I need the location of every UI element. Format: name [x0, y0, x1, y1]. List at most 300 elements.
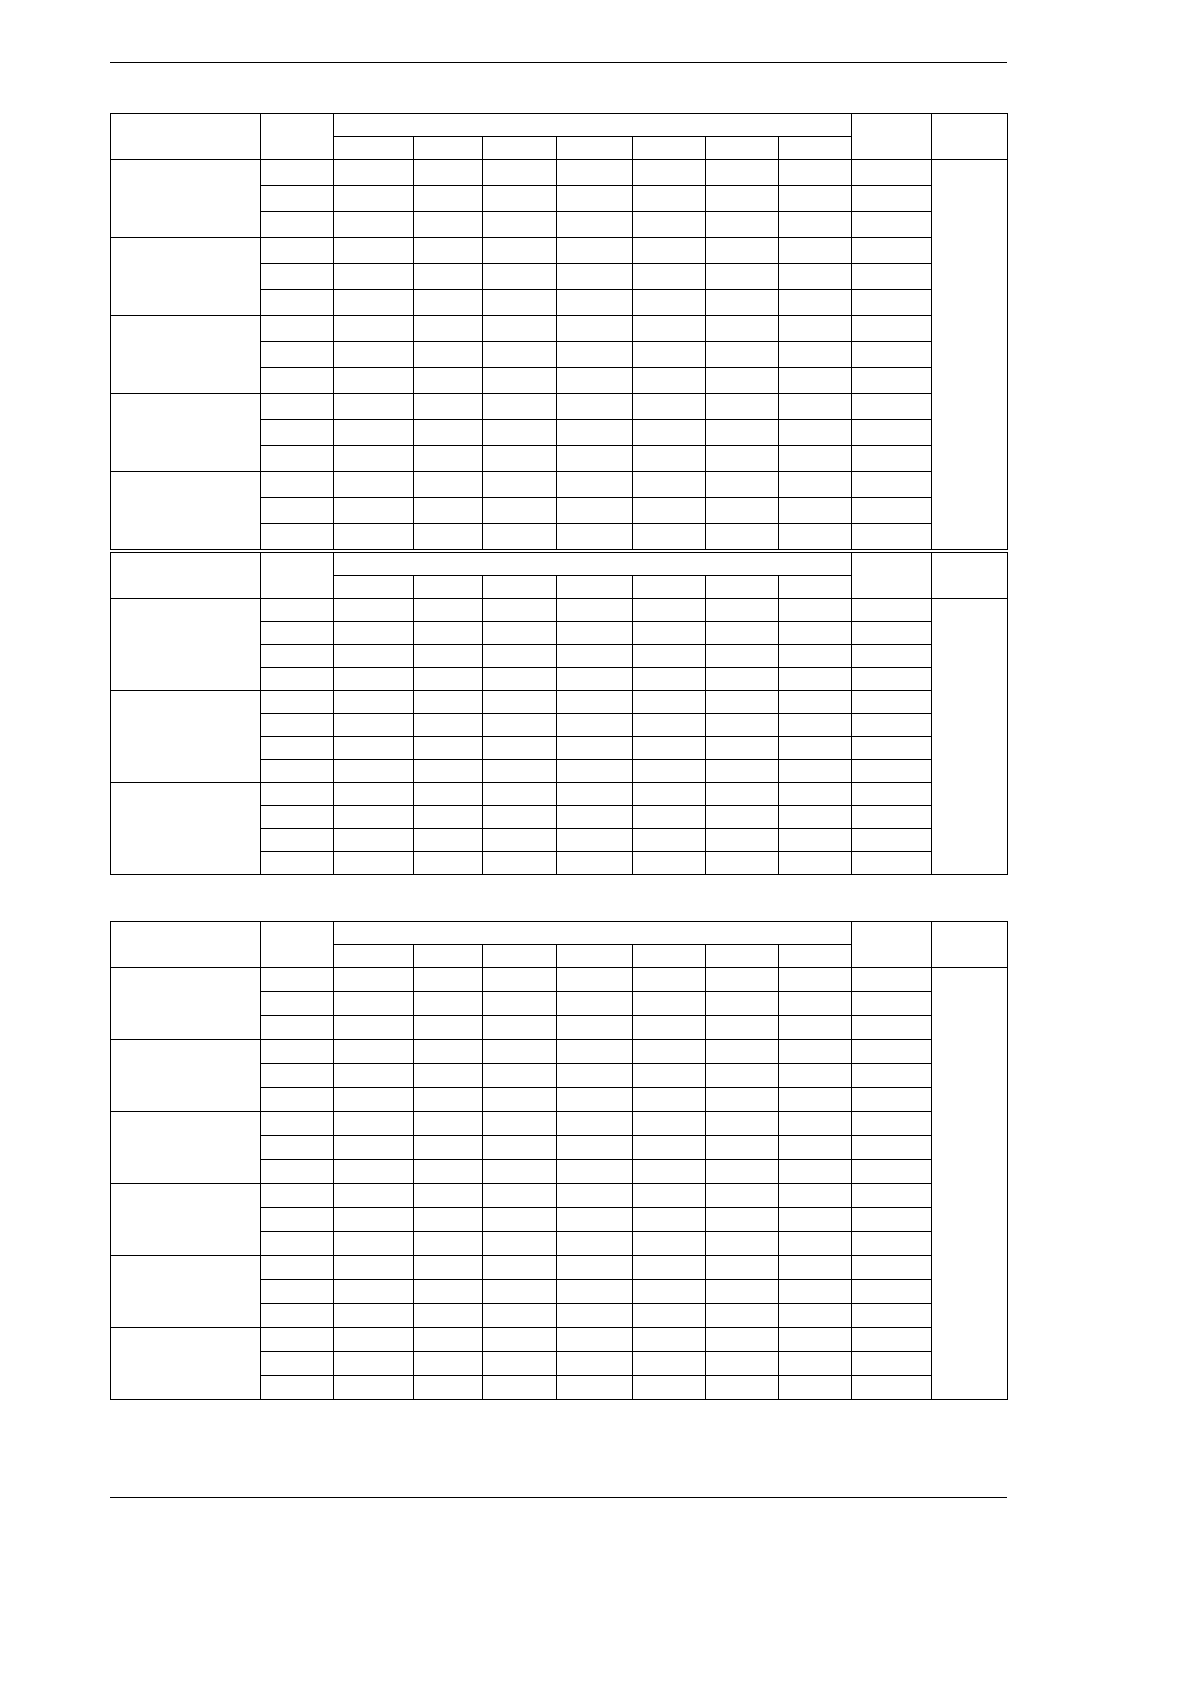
cell [414, 852, 483, 875]
cell [779, 968, 852, 992]
cell [633, 1160, 706, 1184]
cell [633, 186, 706, 212]
cell [414, 1352, 483, 1376]
cell [852, 829, 932, 852]
cell [706, 1112, 779, 1136]
cell [557, 691, 633, 714]
cell [414, 524, 483, 550]
cell [779, 498, 852, 524]
table-1-header-sub-4 [633, 137, 706, 160]
table-3 [110, 921, 1008, 1400]
cell [706, 264, 779, 290]
cell [852, 316, 932, 342]
cell [852, 1352, 932, 1376]
cell [633, 714, 706, 737]
table-row [111, 1040, 1008, 1064]
cell [261, 368, 334, 394]
cell [483, 668, 557, 691]
table-3-group-label-3 [111, 1184, 261, 1256]
cell [261, 1304, 334, 1328]
cell [706, 668, 779, 691]
cell [414, 238, 483, 264]
table-1-header-sub-3 [557, 137, 633, 160]
cell [633, 1208, 706, 1232]
cell [334, 472, 414, 498]
cell [633, 1136, 706, 1160]
cell [557, 394, 633, 420]
cell [706, 368, 779, 394]
cell [414, 290, 483, 316]
cell [706, 498, 779, 524]
cell [852, 622, 932, 645]
cell [852, 342, 932, 368]
cell [483, 737, 557, 760]
cell [261, 668, 334, 691]
cell [779, 1064, 852, 1088]
cell [483, 968, 557, 992]
cell [334, 1184, 414, 1208]
cell [852, 1088, 932, 1112]
cell [414, 1232, 483, 1256]
cell [633, 472, 706, 498]
cell [779, 1112, 852, 1136]
cell [779, 1376, 852, 1400]
cell [779, 1328, 852, 1352]
cell [779, 1280, 852, 1304]
cell [414, 806, 483, 829]
cell [261, 1352, 334, 1376]
cell [779, 760, 852, 783]
cell [706, 394, 779, 420]
table-1-header-corner [111, 114, 261, 160]
cell [483, 1232, 557, 1256]
cell [334, 645, 414, 668]
cell [483, 186, 557, 212]
table-2-wrapper [110, 552, 1007, 875]
table-1-header-tail-0 [852, 114, 932, 160]
cell [706, 420, 779, 446]
cell [334, 691, 414, 714]
cell [557, 968, 633, 992]
cell [334, 1136, 414, 1160]
cell [334, 290, 414, 316]
cell [633, 1232, 706, 1256]
table-1-header-span [334, 114, 852, 137]
cell [483, 446, 557, 472]
cell [414, 737, 483, 760]
cell [483, 760, 557, 783]
cell [557, 316, 633, 342]
cell [261, 186, 334, 212]
cell [557, 212, 633, 238]
table-row [111, 1184, 1008, 1208]
cell [414, 599, 483, 622]
cell [261, 1136, 334, 1160]
table-3-group-label-2 [111, 1112, 261, 1184]
cell [633, 1256, 706, 1280]
cell [414, 760, 483, 783]
cell [779, 238, 852, 264]
cell [852, 186, 932, 212]
cell [483, 264, 557, 290]
table-row [111, 238, 1008, 264]
cell [633, 760, 706, 783]
cell [483, 342, 557, 368]
cell [557, 1040, 633, 1064]
table-3-header-row-1 [111, 922, 1008, 945]
cell [633, 290, 706, 316]
cell [261, 1064, 334, 1088]
cell [334, 622, 414, 645]
cell [706, 1160, 779, 1184]
table-2-group-label-0 [111, 599, 261, 691]
cell [261, 1040, 334, 1064]
cell [334, 829, 414, 852]
cell [852, 992, 932, 1016]
cell [706, 622, 779, 645]
cell [852, 446, 932, 472]
cell [334, 1232, 414, 1256]
cell [261, 212, 334, 238]
cell [334, 1256, 414, 1280]
cell [779, 342, 852, 368]
cell [334, 212, 414, 238]
cell [261, 737, 334, 760]
cell [261, 160, 334, 186]
cell [852, 1232, 932, 1256]
cell [633, 1328, 706, 1352]
cell [779, 1088, 852, 1112]
cell [852, 1376, 932, 1400]
cell [261, 599, 334, 622]
cell [633, 783, 706, 806]
cell [557, 1256, 633, 1280]
cell [779, 1352, 852, 1376]
cell [334, 394, 414, 420]
cell [334, 1280, 414, 1304]
cell [261, 238, 334, 264]
cell [557, 992, 633, 1016]
cell [414, 186, 483, 212]
cell [706, 760, 779, 783]
cell [261, 1184, 334, 1208]
cell [261, 446, 334, 472]
table-2-header-sub-3 [557, 576, 633, 599]
cell [706, 1376, 779, 1400]
cell [557, 622, 633, 645]
cell [334, 186, 414, 212]
cell [779, 668, 852, 691]
cell [414, 714, 483, 737]
table-3-header-tail-0 [852, 922, 932, 968]
cell [633, 1184, 706, 1208]
cell [414, 783, 483, 806]
cell [483, 1160, 557, 1184]
cell [852, 1184, 932, 1208]
cell [414, 394, 483, 420]
cell [557, 472, 633, 498]
header-rule [110, 62, 1007, 63]
cell [706, 524, 779, 550]
cell [779, 1040, 852, 1064]
cell [261, 806, 334, 829]
cell [483, 1280, 557, 1304]
cell [414, 1136, 483, 1160]
cell [557, 1064, 633, 1088]
table-1-group-label-0 [111, 160, 261, 238]
cell [852, 645, 932, 668]
cell [557, 524, 633, 550]
cell [557, 1112, 633, 1136]
cell [706, 1016, 779, 1040]
cell [334, 992, 414, 1016]
cell [483, 806, 557, 829]
cell [633, 1304, 706, 1328]
table-row [111, 472, 1008, 498]
cell [557, 852, 633, 875]
cell [557, 160, 633, 186]
cell [483, 1112, 557, 1136]
cell [706, 1064, 779, 1088]
cell [483, 1328, 557, 1352]
cell [633, 446, 706, 472]
cell [557, 1184, 633, 1208]
footer-rule [110, 1497, 1007, 1498]
cell [779, 316, 852, 342]
table-3-header-tail-1 [932, 922, 1008, 968]
cell [261, 1160, 334, 1184]
cell [706, 316, 779, 342]
cell [557, 342, 633, 368]
cell [779, 622, 852, 645]
cell [779, 1184, 852, 1208]
cell [414, 342, 483, 368]
cell [483, 1136, 557, 1160]
cell [261, 290, 334, 316]
cell [633, 829, 706, 852]
cell [334, 1088, 414, 1112]
cell [483, 1184, 557, 1208]
table-2-header-sub-5 [706, 576, 779, 599]
table-3-header-sub-6 [779, 945, 852, 968]
cell [633, 599, 706, 622]
cell [261, 1328, 334, 1352]
table-3-wrapper [110, 921, 1007, 1400]
cell [557, 1352, 633, 1376]
cell [633, 968, 706, 992]
cell [852, 420, 932, 446]
cell [334, 316, 414, 342]
cell [261, 645, 334, 668]
table-row [111, 599, 1008, 622]
cell [852, 714, 932, 737]
cell [706, 968, 779, 992]
cell [261, 760, 334, 783]
cell [633, 1280, 706, 1304]
cell [414, 645, 483, 668]
cell [633, 737, 706, 760]
cell [779, 264, 852, 290]
cell [261, 472, 334, 498]
cell [334, 852, 414, 875]
cell [334, 160, 414, 186]
cell [483, 691, 557, 714]
table-2-header-sub-6 [779, 576, 852, 599]
cell [779, 1304, 852, 1328]
cell [557, 1160, 633, 1184]
cell [633, 852, 706, 875]
cell [261, 264, 334, 290]
cell [414, 1040, 483, 1064]
table-2-header-sub-0 [334, 576, 414, 599]
table-1-header-unit [261, 114, 334, 160]
cell [779, 446, 852, 472]
cell [852, 760, 932, 783]
cell [557, 668, 633, 691]
cell [633, 160, 706, 186]
cell [633, 645, 706, 668]
cell [334, 524, 414, 550]
cell [414, 1112, 483, 1136]
table-3-header-sub-1 [414, 945, 483, 968]
cell [852, 691, 932, 714]
cell [334, 1016, 414, 1040]
cell [557, 645, 633, 668]
cell [334, 599, 414, 622]
cell [706, 446, 779, 472]
table-2-header-sub-4 [633, 576, 706, 599]
cell [706, 992, 779, 1016]
cell [557, 1304, 633, 1328]
cell [706, 714, 779, 737]
cell [557, 783, 633, 806]
cell [261, 852, 334, 875]
cell [633, 264, 706, 290]
cell [414, 420, 483, 446]
cell [557, 737, 633, 760]
table-row [111, 968, 1008, 992]
cell [852, 737, 932, 760]
cell [261, 1112, 334, 1136]
cell [414, 1304, 483, 1328]
cell [779, 737, 852, 760]
cell [633, 368, 706, 394]
cell [483, 1208, 557, 1232]
cell [852, 394, 932, 420]
cell [852, 1208, 932, 1232]
cell [334, 1352, 414, 1376]
cell [779, 1136, 852, 1160]
cell [261, 691, 334, 714]
cell [414, 316, 483, 342]
cell [334, 806, 414, 829]
cell [261, 1280, 334, 1304]
cell [706, 1088, 779, 1112]
cell [779, 186, 852, 212]
cell [557, 1016, 633, 1040]
cell [633, 342, 706, 368]
cell [483, 599, 557, 622]
cell [261, 829, 334, 852]
table-3-header-sub-3 [557, 945, 633, 968]
cell [852, 212, 932, 238]
cell [414, 829, 483, 852]
cell [633, 806, 706, 829]
cell [633, 212, 706, 238]
cell [557, 368, 633, 394]
cell [557, 498, 633, 524]
table-2-group-label-2 [111, 783, 261, 875]
cell [483, 1016, 557, 1040]
cell [706, 737, 779, 760]
cell [852, 1112, 932, 1136]
cell [414, 622, 483, 645]
table-3-header-span [334, 922, 852, 945]
cell [334, 968, 414, 992]
cell [414, 498, 483, 524]
cell [706, 829, 779, 852]
cell [261, 1256, 334, 1280]
cell [779, 1208, 852, 1232]
cell [706, 1136, 779, 1160]
table-1-header-row-1 [111, 114, 1008, 137]
cell [483, 1256, 557, 1280]
cell [633, 394, 706, 420]
cell [483, 714, 557, 737]
cell [414, 1064, 483, 1088]
cell [414, 691, 483, 714]
cell [483, 524, 557, 550]
table-1-header-sub-6 [779, 137, 852, 160]
table-3-header-sub-4 [633, 945, 706, 968]
table-row [111, 394, 1008, 420]
cell [633, 668, 706, 691]
table-row [111, 316, 1008, 342]
cell [633, 1352, 706, 1376]
cell [261, 420, 334, 446]
cell [779, 806, 852, 829]
cell [483, 498, 557, 524]
table-2-header-span [334, 553, 852, 576]
cell [852, 1040, 932, 1064]
cell [779, 290, 852, 316]
cell [414, 668, 483, 691]
cell [483, 1352, 557, 1376]
cell [261, 394, 334, 420]
cell [261, 1016, 334, 1040]
cell [852, 368, 932, 394]
cell [779, 783, 852, 806]
table-1-wrapper [110, 113, 1007, 550]
cell [557, 806, 633, 829]
cell [261, 622, 334, 645]
cell [261, 1376, 334, 1400]
cell [414, 1328, 483, 1352]
cell [334, 446, 414, 472]
cell [483, 368, 557, 394]
cell [779, 1256, 852, 1280]
cell [483, 472, 557, 498]
cell [483, 1088, 557, 1112]
cell [852, 1016, 932, 1040]
cell [779, 160, 852, 186]
cell [557, 1136, 633, 1160]
cell [633, 1064, 706, 1088]
cell [779, 524, 852, 550]
cell [483, 852, 557, 875]
cell [261, 1208, 334, 1232]
cell [779, 714, 852, 737]
